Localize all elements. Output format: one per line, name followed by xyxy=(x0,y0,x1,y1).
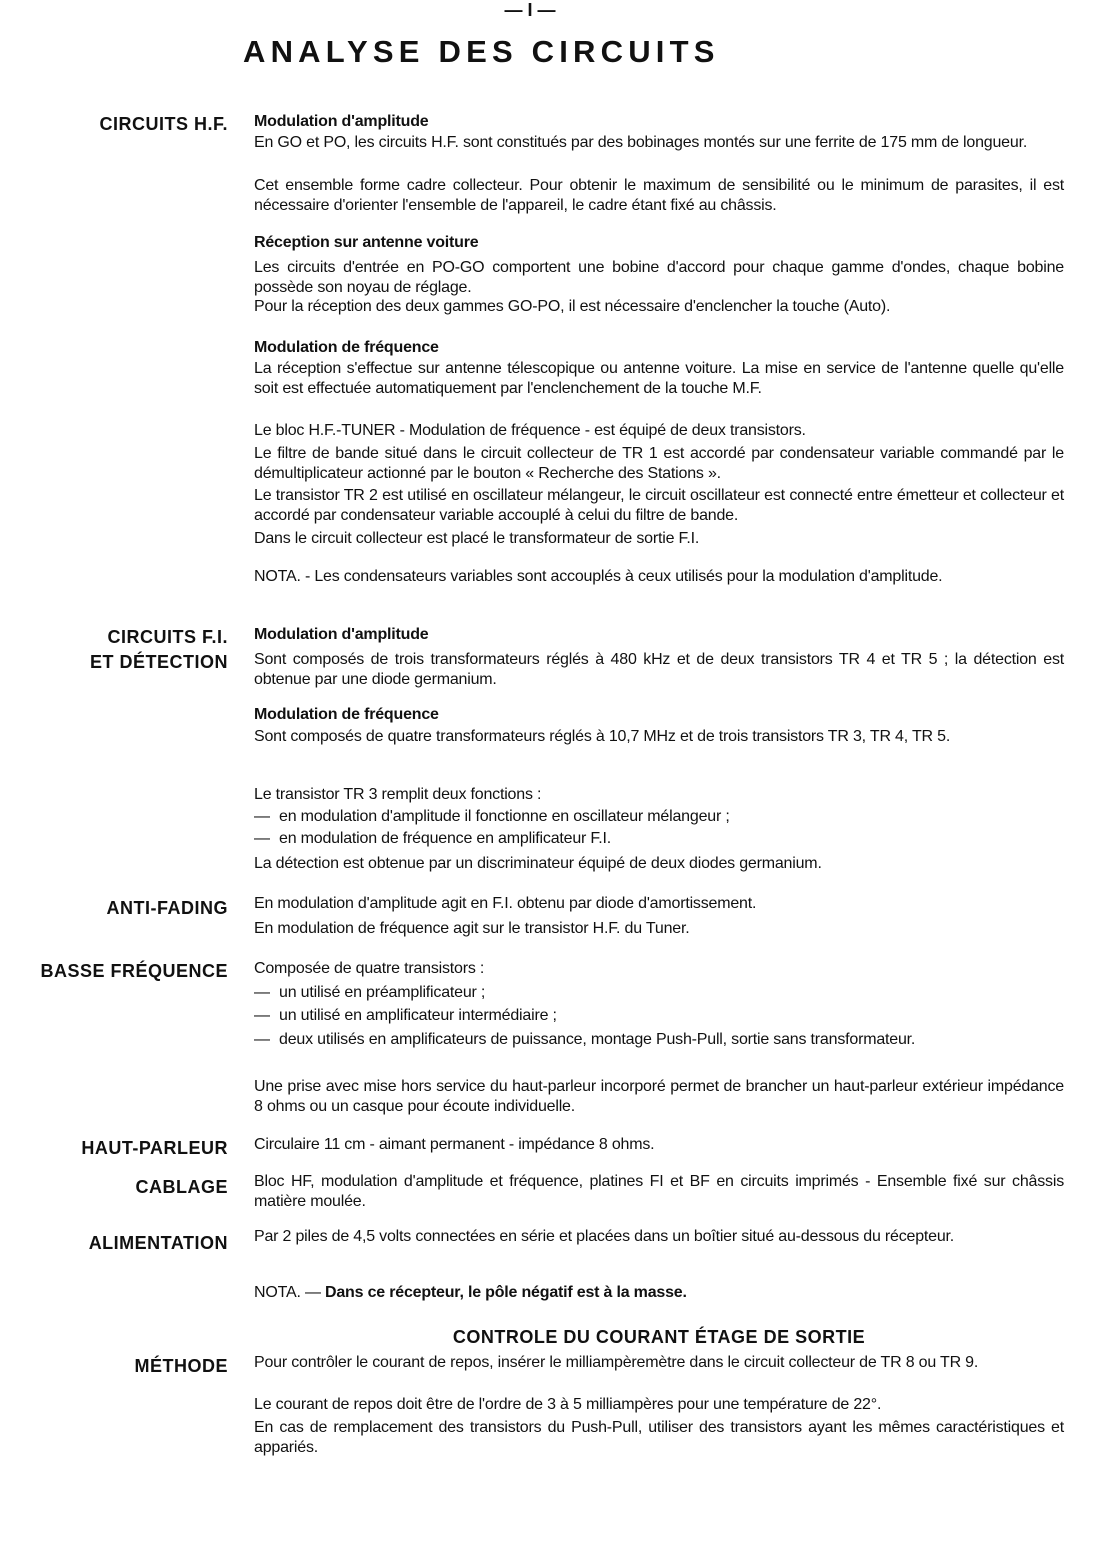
section-label-line: HAUT-PARLEUR xyxy=(81,1138,228,1158)
section-label xyxy=(89,1231,228,1256)
section-label-line: BASSE FRÉQUENCE xyxy=(40,961,228,981)
section-heading: CONTROLE DU COURANT ÉTAGE DE SORTIE xyxy=(452,1327,866,1347)
paragraph: En GO et PO, les circuits H.F. sont constitués par des bobinages montés sur une ferrite de 175 mm de longueur. xyxy=(254,134,1028,151)
list-dash: — xyxy=(254,808,270,825)
list-item-text: un utilisé en amplificateur intermédiaire ; xyxy=(279,1007,557,1024)
list-dash: — xyxy=(254,830,270,847)
list-item-text: deux utilisés en amplificateurs de puissance, montage Push-Pull, sortie sans transformateur. xyxy=(279,1031,916,1048)
list-item xyxy=(254,829,1064,849)
paragraph: Le transistor TR 3 remplit deux fonctions : xyxy=(254,786,542,803)
paragraph: Le bloc H.F.-TUNER - Modulation de fréquence - est équipé de deux transistors. xyxy=(254,422,806,439)
subheading: Réception sur antenne voiture xyxy=(254,234,479,251)
paragraph: Sont composés de trois transformateurs réglés à 480 kHz et de deux transistors TR 4 et TR 5 ; la détection est obtenue par une diode germanium. xyxy=(254,651,1064,688)
section-label xyxy=(40,959,228,984)
section-label-line: MÉTHODE xyxy=(134,1356,228,1376)
paragraph: La détection est obtenue par un discriminateur équipé de deux diodes germanium. xyxy=(254,855,822,872)
paragraph: Sont composés de quatre transformateurs réglés à 10,7 MHz et de trois transistors TR 3, TR 4, TR 5. xyxy=(254,728,951,745)
section-label xyxy=(81,1136,228,1161)
section-label xyxy=(99,112,228,137)
list-item-text: en modulation d'amplitude il fonctionne en oscillateur mélangeur ; xyxy=(279,808,730,825)
paragraph: Dans le circuit collecteur est placé le transformateur de sortie F.I. xyxy=(254,530,700,547)
nota-bold-text: Dans ce récepteur, le pôle négatif est à la masse. xyxy=(325,1284,687,1301)
paragraph: Circulaire 11 cm - aimant permanent - impédance 8 ohms. xyxy=(254,1136,655,1153)
paragraph: Par 2 piles de 4,5 volts connectées en série et placées dans un boîtier situé au-dessous du récepteur. xyxy=(254,1228,955,1245)
list-item xyxy=(254,983,1064,1003)
paragraph: Une prise avec mise hors service du haut-parleur incorporé permet de brancher un haut-parleur extérieur impédance 8 ohms ou un casque pour écoute individuelle. xyxy=(254,1078,1064,1115)
paragraph: Le filtre de bande situé dans le circuit collecteur de TR 1 est accordé par condensateur variable commandé par le démultiplicateur actionné par le bouton « Recherche des Stations ». xyxy=(254,445,1064,482)
list-dash: — xyxy=(254,1007,270,1024)
paragraph: Les circuits d'entrée en PO-GO comportent une bobine d'accord pour chaque gamme d'ondes, chaque bobine possède son noyau de réglage. xyxy=(254,259,1064,296)
subheading: Modulation d'amplitude xyxy=(254,113,429,130)
section-label-line: CABLAGE xyxy=(135,1177,228,1197)
paragraph: Pour contrôler le courant de repos, insérer le milliampèremètre dans le circuit collecteur de TR 8 ou TR 9. xyxy=(254,1354,979,1371)
section-label xyxy=(136,1175,229,1200)
paragraph: Composée de quatre transistors : xyxy=(254,960,485,977)
section-label-line: CIRCUITS H.F. xyxy=(99,114,228,134)
paragraph: Cet ensemble forme cadre collecteur. Pour obtenir le maximum de sensibilité ou le minimum de parasites, il est nécessaire d'orienter l'ensemble de l'appareil, le cadre étant fixé au châssis. xyxy=(254,177,1064,214)
paragraph: En modulation d'amplitude agit en F.I. obtenu par diode d'amortissement. xyxy=(254,895,757,912)
list-item xyxy=(254,807,1064,827)
section-label xyxy=(90,625,228,675)
paragraph: Le transistor TR 2 est utilisé en oscillateur mélangeur, le circuit oscillateur est connecté entre émetteur et collecteur et accordé par condensateur variable accouplé à celui du filtre de bande. xyxy=(254,487,1064,524)
section-label xyxy=(135,1354,229,1379)
paragraph: Le courant de repos doit être de l'ordre de 3 à 5 milliampères pour une température de 22°. xyxy=(254,1396,882,1413)
section-label-line: ET DÉTECTION xyxy=(89,652,228,672)
paragraph: Bloc HF, modulation d'amplitude et fréquence, platines FI et BF en circuits imprimés - Ensemble fixé sur châssis matière moulée. xyxy=(254,1173,1064,1210)
nota-prefix: NOTA. — xyxy=(254,1284,321,1301)
paragraph: En modulation de fréquence agit sur le transistor H.F. du Tuner. xyxy=(254,920,690,937)
paragraph: Pour la réception des deux gammes GO-PO, il est nécessaire d'enclencher la touche (Auto). xyxy=(254,298,891,315)
page-number: — I — xyxy=(504,0,556,20)
section-label-line: ANTI-FADING xyxy=(106,898,228,918)
list-dash: — xyxy=(254,984,270,1001)
paragraph: En cas de remplacement des transistors du Push-Pull, utiliser des transistors ayant les mêmes caractéristiques et appariés. xyxy=(254,1419,1064,1456)
section-label-line: ALIMENTATION xyxy=(88,1233,228,1253)
subheading: Modulation d'amplitude xyxy=(254,626,429,643)
paragraph: NOTA. - Les condensateurs variables sont accouplés à ceux utilisés pour la modulation d'amplitude. xyxy=(254,568,943,585)
list-item xyxy=(254,1030,1064,1050)
list-dash: — xyxy=(254,1031,270,1048)
section-label-line: CIRCUITS F.I. xyxy=(107,627,228,647)
nota-paragraph xyxy=(254,1283,1064,1303)
section-label xyxy=(107,896,229,921)
list-item-text: un utilisé en préamplificateur ; xyxy=(279,984,486,1001)
list-item xyxy=(254,1006,1064,1026)
subheading: Modulation de fréquence xyxy=(254,339,439,356)
subheading: Modulation de fréquence xyxy=(254,706,439,723)
page-title: ANALYSE DES CIRCUITS xyxy=(243,34,720,69)
list-item-text: en modulation de fréquence en amplificateur F.I. xyxy=(279,830,611,847)
paragraph: La réception s'effectue sur antenne télescopique ou antenne voiture. La mise en service de l'antenne quelle qu'elle soit est effectuée automatiquement par l'enclenchement de la touche M.F. xyxy=(254,360,1064,397)
